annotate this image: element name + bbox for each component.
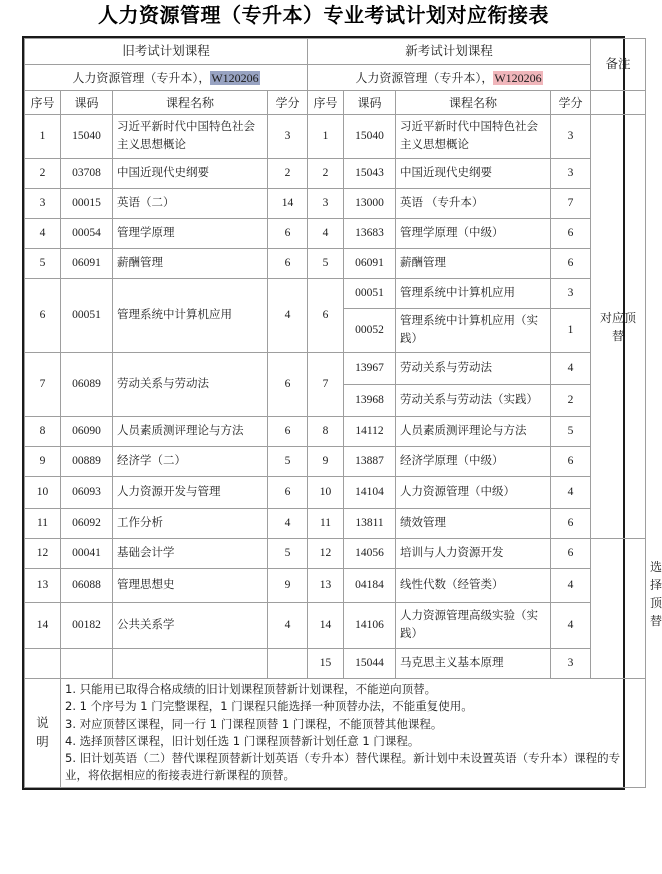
table-row: [25, 249, 646, 279]
cell-new-seq: 5: [308, 249, 344, 279]
remark-corresponding-label: [595, 309, 641, 345]
cell-old-code: 03708: [61, 159, 113, 189]
cell-old-seq: 12: [25, 539, 61, 569]
col-header-new-seq: 序号: [308, 91, 344, 115]
cell-new-seq: 11: [308, 509, 344, 539]
table-row: 11 06092 工作分析 4 11 13811 绩效管理 6 选择顶替: [25, 509, 646, 539]
cell-old-credit: 6: [268, 249, 308, 279]
cell-new-credit: 5: [551, 417, 591, 447]
note-item-5: 5. 旧计划英语（二）替代课程顶替新计划英语（专升本）替代课程。新计划中未设置英语（专升本）课程的专业，将依据相应的衔接表进行新课程的顶替。: [65, 751, 621, 783]
cell-old-seq: 11: [25, 509, 61, 539]
cell-new-credit: 6: [551, 249, 591, 279]
cell-new-seq: 8: [308, 417, 344, 447]
cell-new-name: 劳动关系与劳动法（实践）: [396, 385, 551, 417]
cell-old-code: 06090: [61, 417, 113, 447]
cell-new-credit: 3: [551, 159, 591, 189]
cell-old-seq: [25, 649, 61, 679]
cell-old-code: 06091: [61, 249, 113, 279]
cell-new-name: 中国近现代史纲要: [396, 159, 551, 189]
cell-new-code: 00052: [344, 309, 396, 353]
note-item-4: 4. 选择顶替区课程，旧计划任选 1 门课程顶替新计划任意 1 门课程。: [65, 733, 420, 748]
cell-new-name: 英语 （专升本）: [396, 189, 551, 219]
cell-old-seq: 8: [25, 417, 61, 447]
cell-new-seq: 12: [308, 539, 344, 569]
table-row: [25, 417, 646, 447]
cell-new-credit: 4: [551, 477, 591, 509]
cell-new-code: 15040: [344, 115, 396, 159]
cell-old-seq: 4: [25, 219, 61, 249]
cell-new-code: 15043: [344, 159, 396, 189]
cell-new-code: 13811: [344, 509, 396, 539]
cell-new-seq: 6: [308, 279, 344, 353]
cell-old-name: 基础会计学: [113, 539, 268, 569]
cell-new-code: 13968: [344, 385, 396, 417]
cell-old-code: 00054: [61, 219, 113, 249]
cell-old-code: 00015: [61, 189, 113, 219]
cell-old-seq: 5: [25, 249, 61, 279]
cell-new-name: 人员素质测评理论与方法: [396, 417, 551, 447]
table-row: [25, 189, 646, 219]
course-mapping-table: [24, 38, 662, 788]
cell-new-credit: 4: [551, 353, 591, 385]
cell-new-seq: 2: [308, 159, 344, 189]
cell-old-credit: 9: [268, 569, 308, 603]
cell-old-credit: [268, 649, 308, 679]
remark-corresponding-cell: [591, 115, 646, 539]
cell-old-credit: 6: [268, 477, 308, 509]
cell-new-name: 培训与人力资源开发: [396, 539, 551, 569]
course-mapping-table-wrapper: [22, 36, 662, 790]
table-row: [25, 159, 646, 189]
cell-old-code: 15040: [61, 115, 113, 159]
col-header-new-name: 课程名称: [396, 91, 551, 115]
cell-old-name: 管理思想史: [113, 569, 268, 603]
cell-new-code: 14104: [344, 477, 396, 509]
cell-old-name: 经济学（二）: [113, 447, 268, 477]
cell-new-seq: 4: [308, 219, 344, 249]
cell-new-seq: 10: [308, 477, 344, 509]
table-row: [25, 649, 646, 679]
cell-old-seq: 2: [25, 159, 61, 189]
cell-new-name: 劳动关系与劳动法: [396, 353, 551, 385]
cell-new-seq: 9: [308, 447, 344, 477]
cell-old-seq: 14: [25, 603, 61, 649]
cell-new-name: 管理系统中计算机应用（实践）: [396, 309, 551, 353]
cell-old-name: 管理学原理: [113, 219, 268, 249]
cell-old-name: 中国近现代史纲要: [113, 159, 268, 189]
col-header-new-credit: 学分: [551, 91, 591, 115]
note-item-1: 1. 只能用已取得合格成绩的旧计划课程顶替新计划课程，不能逆向顶替。: [65, 682, 437, 696]
new-plan-major-cell: [308, 65, 591, 91]
cell-new-code: 06091: [344, 249, 396, 279]
cell-new-seq: 3: [308, 189, 344, 219]
cell-old-code: 06088: [61, 569, 113, 603]
cell-new-credit: 6: [551, 219, 591, 249]
cell-new-name: 绩效管理: [396, 509, 551, 539]
cell-old-credit: 4: [268, 279, 308, 353]
table-row: [25, 219, 646, 249]
group-header-row: [25, 39, 646, 65]
cell-old-credit: 4: [268, 603, 308, 649]
cell-new-seq: 1: [308, 115, 344, 159]
cell-old-code: 06093: [61, 477, 113, 509]
cell-old-name: 习近平新时代中国特色社会主义思想概论: [113, 115, 268, 159]
cell-old-seq: 6: [25, 279, 61, 353]
cell-new-name: 管理学原理（中级）: [396, 219, 551, 249]
table-row: [25, 477, 646, 509]
notes-row: [25, 679, 646, 788]
cell-old-code: 00041: [61, 539, 113, 569]
cell-new-name: 经济学原理（中级）: [396, 447, 551, 477]
notes-label-cell: [25, 679, 61, 788]
cell-old-seq: 10: [25, 477, 61, 509]
table-row: [25, 447, 646, 477]
cell-new-seq: 15: [308, 649, 344, 679]
cell-new-name: 薪酬管理: [396, 249, 551, 279]
cell-old-code: 00182: [61, 603, 113, 649]
cell-new-code: 00051: [344, 279, 396, 309]
cell-old-name: 管理系统中计算机应用: [113, 279, 268, 353]
cell-new-code: 14056: [344, 539, 396, 569]
cell-new-code: 15044: [344, 649, 396, 679]
plan-code-row: [25, 65, 646, 91]
notes-body-cell: [61, 679, 646, 788]
cell-new-code: 14112: [344, 417, 396, 447]
cell-new-credit: 4: [551, 569, 591, 603]
table-row: [25, 279, 646, 309]
cell-old-seq: 13: [25, 569, 61, 603]
cell-new-code: 13967: [344, 353, 396, 385]
cell-new-credit: 6: [551, 539, 591, 569]
new-plan-group-header: 新考试计划课程: [308, 39, 591, 65]
cell-old-name: 薪酬管理: [113, 249, 268, 279]
cell-new-credit: 6: [551, 447, 591, 477]
cell-old-name: [113, 649, 268, 679]
cell-new-code: 14106: [344, 603, 396, 649]
cell-old-seq: 7: [25, 353, 61, 417]
cell-new-seq: 14: [308, 603, 344, 649]
cell-new-credit: 3: [551, 649, 591, 679]
col-header-remark-blank: [591, 91, 646, 115]
cell-new-credit: 6: [551, 509, 591, 539]
cell-old-credit: 5: [268, 539, 308, 569]
table-row: [25, 603, 646, 649]
cell-new-name: 习近平新时代中国特色社会主义思想概论: [396, 115, 551, 159]
old-plan-code: W120206: [211, 70, 259, 85]
cell-new-code: 13683: [344, 219, 396, 249]
cell-new-credit: 4: [551, 603, 591, 649]
cell-new-credit: 3: [551, 279, 591, 309]
new-plan-major-label: 人力资源管理（专升本），: [355, 70, 494, 85]
cell-old-name: 人员素质测评理论与方法: [113, 417, 268, 447]
notes-label-char-1: 说: [36, 716, 49, 730]
remark-corresponding-text: 对应顶替: [600, 310, 637, 343]
cell-old-name: 人力资源开发与管理: [113, 477, 268, 509]
cell-new-seq: 13: [308, 569, 344, 603]
cell-new-name: 人力资源管理高级实验（实践）: [396, 603, 551, 649]
cell-old-credit: 6: [268, 417, 308, 447]
note-item-2: 2. 1 个序号为 1 门完整课程，1 门课程只能选择一种顶替办法，不能重复使用。: [65, 699, 473, 714]
cell-old-credit: 6: [268, 219, 308, 249]
cell-old-name: 劳动关系与劳动法: [113, 353, 268, 417]
old-plan-major-cell: [25, 65, 308, 91]
notes-label-stack: [29, 714, 56, 752]
cell-new-name: 人力资源管理（中级）: [396, 477, 551, 509]
col-header-old-credit: 学分: [268, 91, 308, 115]
cell-old-name: 工作分析: [113, 509, 268, 539]
table-row: [25, 115, 646, 159]
cell-old-code: 06092: [61, 509, 113, 539]
cell-old-seq: 3: [25, 189, 61, 219]
cell-new-credit: 1: [551, 309, 591, 353]
cell-new-code: 13000: [344, 189, 396, 219]
cell-new-name: 马克思主义基本原理: [396, 649, 551, 679]
cell-new-credit: 7: [551, 189, 591, 219]
cell-old-code: [61, 649, 113, 679]
cell-old-credit: 3: [268, 115, 308, 159]
cell-old-name: 英语（二）: [113, 189, 268, 219]
cell-old-credit: 2: [268, 159, 308, 189]
cell-new-seq: 7: [308, 353, 344, 417]
col-header-old-code: 课码: [61, 91, 113, 115]
cell-new-code: 04184: [344, 569, 396, 603]
col-header-old-name: 课程名称: [113, 91, 268, 115]
cell-old-code: 06089: [61, 353, 113, 417]
cell-old-seq: 1: [25, 115, 61, 159]
old-plan-group-header: 旧考试计划课程: [25, 39, 308, 65]
notes-label-char-2: 明: [36, 734, 49, 749]
table-row: [25, 353, 646, 385]
cell-new-code: 13887: [344, 447, 396, 477]
cell-new-credit: 3: [551, 115, 591, 159]
remark-column-header: 备注: [591, 39, 646, 91]
cell-new-name: 管理系统中计算机应用: [396, 279, 551, 309]
note-item-3: 3. 对应顶替区课程，同一行 1 门课程顶替 1 门课程，不能顶替其他课程。: [65, 716, 443, 731]
col-header-new-code: 课码: [344, 91, 396, 115]
table-row: [25, 569, 646, 603]
page-title: 人力资源管理（专升本）专业考试计划对应衔接表: [98, 5, 549, 27]
col-header-old-seq: 序号: [25, 91, 61, 115]
column-header-row: [25, 91, 646, 115]
cell-old-code: 00051: [61, 279, 113, 353]
cell-old-code: 00889: [61, 447, 113, 477]
cell-old-name: 公共关系学: [113, 603, 268, 649]
cell-new-name: 线性代数（经管类）: [396, 569, 551, 603]
cell-old-seq: 9: [25, 447, 61, 477]
cell-new-credit: 2: [551, 385, 591, 417]
old-plan-major-label: 人力资源管理（专升本），: [72, 70, 211, 85]
cell-old-credit: 4: [268, 509, 308, 539]
cell-old-credit: 5: [268, 447, 308, 477]
new-plan-code: W120206: [494, 70, 542, 85]
cell-old-credit: 6: [268, 353, 308, 417]
cell-old-credit: 14: [268, 189, 308, 219]
table-row: [25, 539, 646, 569]
